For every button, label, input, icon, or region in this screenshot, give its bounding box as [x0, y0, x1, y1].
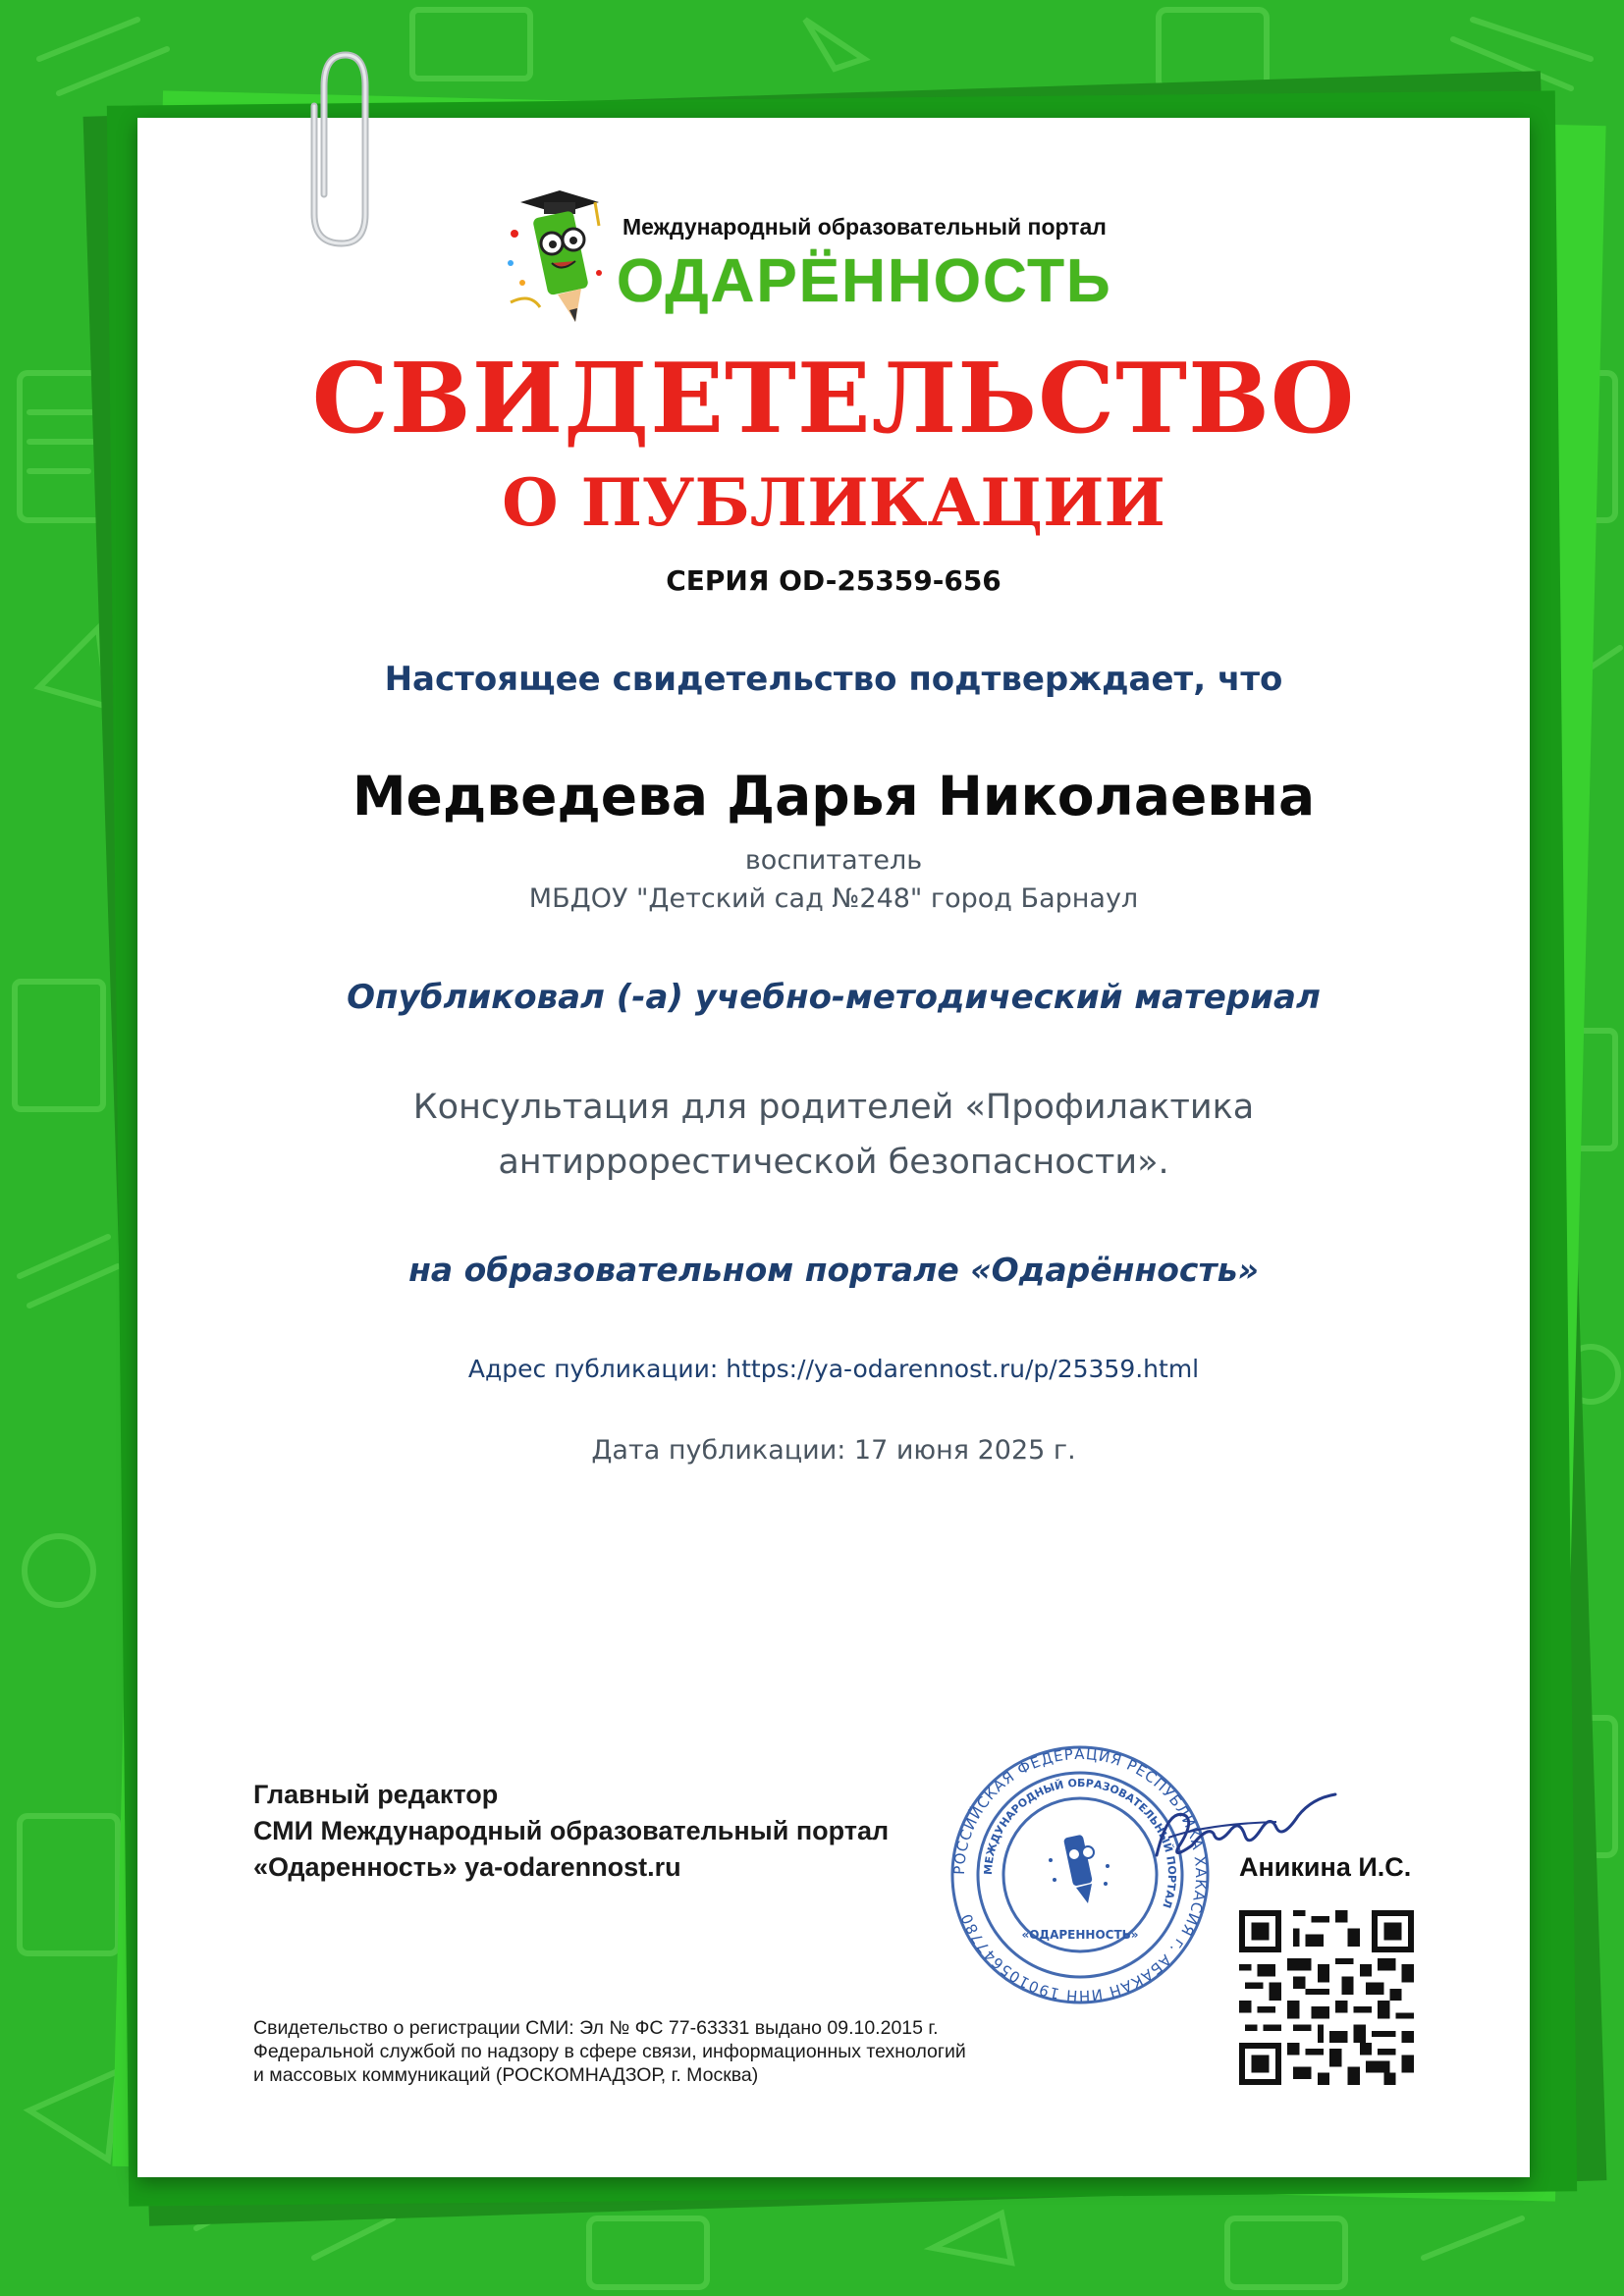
qr-code[interactable]: [1239, 1910, 1414, 2085]
editor-block: [253, 1777, 941, 1886]
svg-text:РОССИЙСКАЯ ФЕДЕРАЦИЯ РЕСПУБЛИК: РОССИЙСКАЯ ФЕДЕРАЦИЯ РЕСПУБЛИКА ХАКАСИЯ г. АБАКАН ИНН 190105647780: [949, 1744, 1211, 2005]
published-label: Опубликовал (-а) учебно-методический материал: [347, 978, 1321, 1017]
registration-line: Свидетельство о регистрации СМИ: Эл № ФС 77-63331 выдано 09.10.2015 г.: [253, 2017, 939, 2039]
editor-line: Главный редактор: [253, 1780, 499, 1809]
publication-address: Адрес публикации: https://ya-odarennost.ru/p/25359.html: [467, 1355, 1200, 1383]
svg-text:МЕЖДУНАРОДНЫЙ ОБРАЗОВАТЕЛЬНЫЙ: МЕЖДУНАРОДНЫЙ ОБРАЗОВАТЕЛЬНЫЙ ПОРТАЛ: [981, 1776, 1179, 1910]
material-title-line: Консультация для родителей «Профилактика: [412, 1088, 1255, 1127]
svg-text:«ОДАРЕННОСТЬ»: «ОДАРЕННОСТЬ»: [1021, 1928, 1139, 1942]
portal-logo: [501, 175, 1159, 332]
certificate-subtitle: О ПУБЛИКАЦИИ: [502, 464, 1165, 541]
signer-name: Аникина И.С.: [1239, 1852, 1412, 1882]
publication-date: Дата публикации: 17 июня 2025 г.: [591, 1435, 1076, 1466]
pencil-mascot-icon: [501, 175, 619, 332]
person-position: воспитатель: [744, 845, 923, 876]
logo-name: ОДАРЁННОСТЬ: [617, 247, 1112, 315]
paper-clip-icon: [302, 47, 373, 253]
series-number: СЕРИЯ OD-25359-656: [666, 564, 1001, 597]
material-title: [334, 1080, 1333, 1190]
person-name: Медведева Дарья Николаевна: [352, 765, 1316, 828]
person-organization: МБДОУ "Детский сад №248" город Барнаул: [528, 883, 1139, 914]
registration-note: [253, 2016, 1039, 2087]
registration-line: и массовых коммуникаций (РОСКОМНАДЗОР, г. Москва): [253, 2064, 759, 2086]
registration-line: Федеральной службой по надзору в сфере связи, информационных технологий: [253, 2041, 966, 2062]
logo-subtitle: Международный образовательный портал: [623, 214, 1107, 240]
portal-text: на образовательном портале «Одарённость»: [408, 1251, 1259, 1289]
editor-line: «Одаренность» ya-odarennost.ru: [253, 1852, 681, 1882]
confirm-text: Настоящее свидетельство подтверждает, что: [384, 660, 1283, 699]
material-title-line: антиррорестической безопасности».: [498, 1143, 1169, 1182]
editor-line: СМИ Международный образовательный портал: [253, 1816, 890, 1845]
certificate-title: СВИДЕТЕЛЬСТВО: [311, 343, 1356, 455]
